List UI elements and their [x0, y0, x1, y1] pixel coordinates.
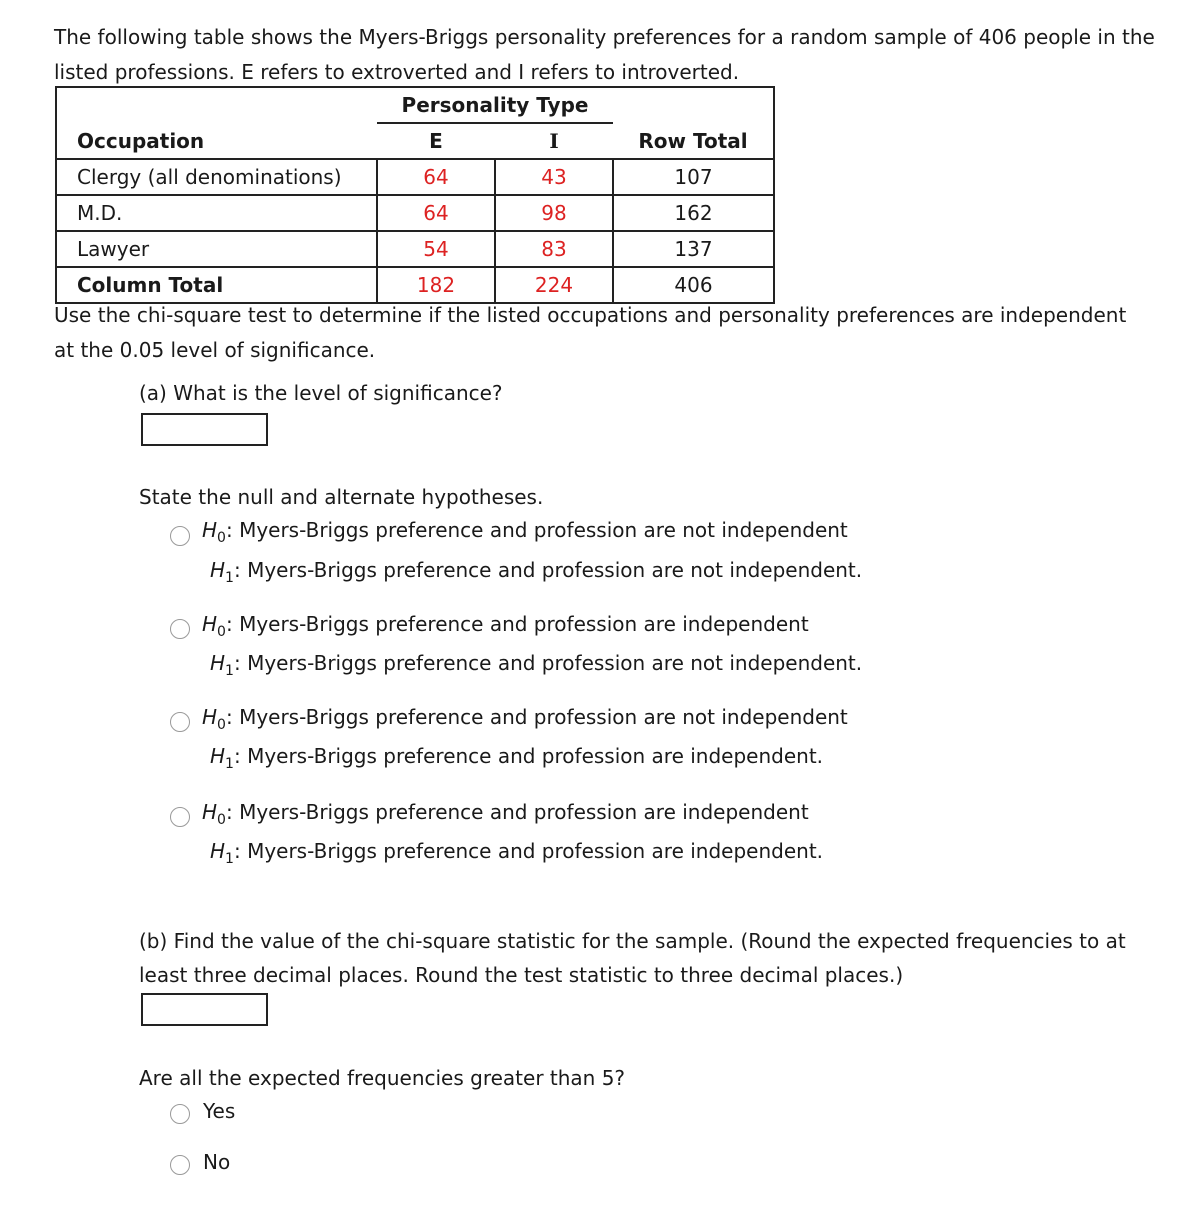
significance-level-input[interactable]	[141, 413, 268, 446]
expected-freq-no-radio[interactable]	[170, 1155, 190, 1175]
hypothesis-option-1-h1: $H_1$: Myers-Briggs preference and profession are not independent.	[210, 558, 863, 586]
hypothesis-option-1-h0: $H_0$: Myers-Briggs preference and profession are not independent	[202, 518, 848, 546]
table-row	[56, 195, 774, 231]
occupation-header: Occupation	[77, 128, 205, 153]
cell-row-total: 107	[613, 159, 774, 195]
personality-type-header: Personality Type	[377, 87, 613, 123]
cell-e: 54	[377, 231, 495, 267]
cell-e: 64	[377, 159, 495, 195]
table-row	[56, 231, 774, 267]
column-total-i: 224	[495, 267, 613, 303]
expected-freq-yes-label: Yes	[203, 1099, 236, 1123]
myers-briggs-table	[55, 86, 775, 304]
hypothesis-option-4-h1: $H_1$: Myers-Briggs preference and profession are independent.	[210, 839, 824, 867]
hypothesis-option-4-h0: $H_0$: Myers-Briggs preference and profession are independent	[202, 800, 809, 828]
grand-total: 406	[613, 267, 774, 303]
hypotheses-prompt: State the null and alternate hypotheses.	[139, 485, 544, 509]
hypothesis-option-3-h1: $H_1$: Myers-Briggs preference and profession are independent.	[210, 744, 824, 772]
intro-text: The following table shows the Myers-Briggs personality preferences for a random sample of 406 people in the listed professions. E refers to extroverted and I refers to introverted.	[54, 25, 1155, 84]
cell-row-total: 162	[613, 195, 774, 231]
cell-i: 98	[495, 195, 613, 231]
hypothesis-option-2-h0: $H_0$: Myers-Briggs preference and profession are independent	[202, 612, 809, 640]
cell-row-total: 137	[613, 231, 774, 267]
hypothesis-option-1-radio[interactable]	[170, 526, 190, 546]
row-total-header: Row Total	[638, 128, 748, 153]
cell-i: 83	[495, 231, 613, 267]
table-row	[56, 159, 774, 195]
row-label: M.D.	[56, 195, 377, 231]
row-label: Lawyer	[56, 231, 377, 267]
e-header: E	[429, 129, 443, 153]
expected-freq-no-label: No	[203, 1150, 231, 1174]
cell-i: 43	[495, 159, 613, 195]
hypothesis-option-2-h1: $H_1$: Myers-Briggs preference and profession are not independent.	[210, 651, 863, 679]
i-header: I	[549, 129, 559, 153]
row-label: Clergy (all denominations)	[56, 159, 377, 195]
hypothesis-option-4-radio[interactable]	[170, 807, 190, 827]
cell-e: 64	[377, 195, 495, 231]
hypothesis-option-3-h0: $H_0$: Myers-Briggs preference and profession are not independent	[202, 705, 848, 733]
chi-square-statistic-input[interactable]	[141, 993, 268, 1026]
column-total-label: Column Total	[56, 267, 377, 303]
expected-freq-yes-radio[interactable]	[170, 1104, 190, 1124]
expected-frequency-question: Are all the expected frequencies greater than 5?	[139, 1066, 626, 1090]
instruction-text: Use the chi-square test to determine if the listed occupations and personality preferences are independent at the 0.05 level of significance.	[54, 303, 1127, 362]
hypothesis-option-2-radio[interactable]	[170, 619, 190, 639]
column-total-e: 182	[377, 267, 495, 303]
hypothesis-option-3-radio[interactable]	[170, 712, 190, 732]
part-a-question: (a) What is the level of significance?	[139, 381, 503, 405]
part-b-question: (b) Find the value of the chi-square statistic for the sample. (Round the expected frequencies to at least three decimal places. Round the test statistic to three decimal places.)	[139, 929, 1126, 987]
